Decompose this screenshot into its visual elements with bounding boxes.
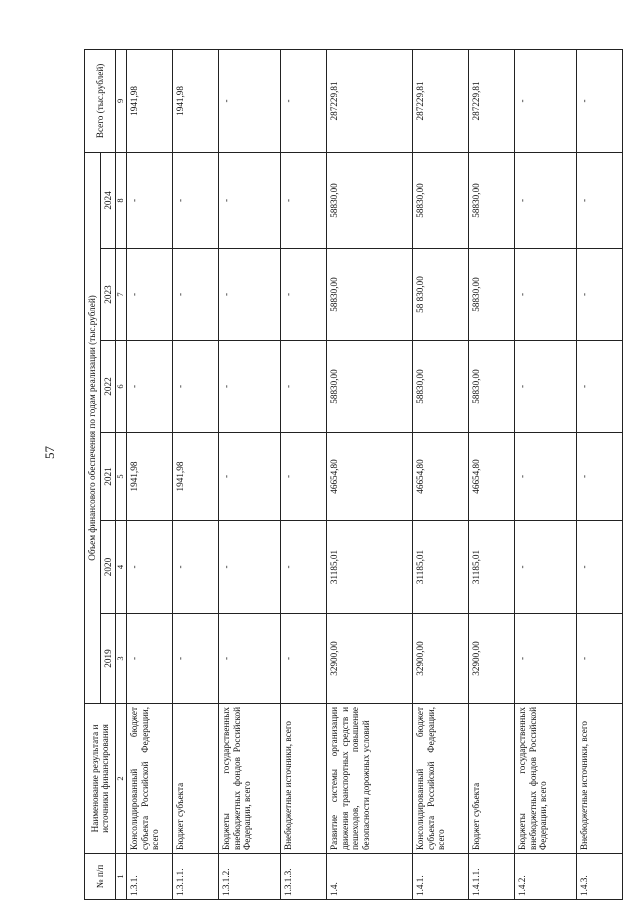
table-body: [126, 49, 622, 899]
row-year-value: -: [514, 433, 576, 521]
column-index: 5: [116, 433, 127, 521]
row-year-value: -: [280, 614, 326, 704]
row-year-value: -: [576, 433, 622, 521]
row-year-value: 1941,98: [126, 433, 172, 521]
row-year-value: -: [172, 614, 218, 704]
row-total-value: 287229,81: [326, 49, 412, 152]
header-total: Всего (тыс.рублей): [85, 49, 116, 152]
row-number: 1.4.1.1.: [468, 854, 514, 900]
column-index: 3: [116, 614, 127, 704]
row-year-value: 58830,00: [468, 152, 514, 248]
column-index: 1: [116, 854, 127, 900]
table-row: [126, 49, 172, 899]
row-year-value: -: [280, 152, 326, 248]
row-year-value: -: [218, 521, 280, 614]
row-number: 1.3.1.: [126, 854, 172, 900]
table-row: [280, 49, 326, 899]
row-year-value: 58830,00: [412, 152, 468, 248]
table-row: [412, 49, 468, 899]
row-year-value: -: [280, 521, 326, 614]
column-index: 4: [116, 521, 127, 614]
row-year-value: 32900,00: [468, 614, 514, 704]
row-year-value: -: [576, 249, 622, 341]
column-index: 8: [116, 152, 127, 248]
row-year-value: 31185,01: [326, 521, 412, 614]
row-year-value: -: [514, 521, 576, 614]
row-total-value: 287229,81: [468, 49, 514, 152]
row-year-value: -: [126, 249, 172, 341]
row-year-value: 58830,00: [326, 341, 412, 433]
row-year-value: -: [576, 521, 622, 614]
table-row: [218, 49, 280, 899]
row-year-value: 58830,00: [468, 341, 514, 433]
row-name: Развитие системы организации движения транспортных средств и пешеходов, повышение безопасности дорожных условий: [326, 704, 412, 854]
row-year-value: -: [576, 341, 622, 433]
header-year: 2019: [100, 614, 116, 704]
header-name: Наименование результата и источники финансирования: [85, 704, 116, 854]
row-year-value: 32900,00: [326, 614, 412, 704]
row-year-value: 46654,80: [468, 433, 514, 521]
row-name: Внебюджетные источники, всего: [576, 704, 622, 854]
row-number: 1.3.1.3.: [280, 854, 326, 900]
column-index: 6: [116, 341, 127, 433]
row-year-value: -: [280, 341, 326, 433]
header-year: 2020: [100, 521, 116, 614]
row-name: Бюджеты государственных внебюджетных фондов Российской Федерации, всего: [218, 704, 280, 854]
row-year-value: 46654,80: [412, 433, 468, 521]
table-row: [326, 49, 412, 899]
row-year-value: 1941,98: [172, 433, 218, 521]
page-number: 57: [42, 446, 57, 459]
row-name: Бюджеты государственных внебюджетных фондов Российской Федерации, всего: [514, 704, 576, 854]
row-year-value: 31185,01: [468, 521, 514, 614]
row-year-value: -: [514, 614, 576, 704]
row-total-value: 1941,98: [172, 49, 218, 152]
row-year-value: -: [172, 249, 218, 341]
row-total-value: -: [280, 49, 326, 152]
row-name: Бюджет субъекта: [468, 704, 514, 854]
row-year-value: -: [514, 341, 576, 433]
column-index: 9: [116, 49, 127, 152]
row-number: 1.4.: [326, 854, 412, 900]
header-year: 2024: [100, 152, 116, 248]
row-year-value: -: [126, 614, 172, 704]
row-year-value: -: [126, 521, 172, 614]
row-year-value: -: [172, 521, 218, 614]
table-row: [514, 49, 576, 899]
row-year-value: -: [126, 341, 172, 433]
row-year-value: 58830,00: [326, 152, 412, 248]
row-number: 1.4.2.: [514, 854, 576, 900]
row-total-value: 287229,81: [412, 49, 468, 152]
table-row: [468, 49, 514, 899]
row-year-value: -: [576, 152, 622, 248]
row-year-value: 58 830,00: [412, 249, 468, 341]
row-total-value: -: [218, 49, 280, 152]
column-index: 2: [116, 704, 127, 854]
row-year-value: -: [280, 433, 326, 521]
header-year: 2022: [100, 341, 116, 433]
header-year: 2021: [100, 433, 116, 521]
row-name: Консолидированный бюджет субъекта Российской Федерации, всего: [126, 704, 172, 854]
row-name: Бюджет субъекта: [172, 704, 218, 854]
row-number: 1.3.1.1.: [172, 854, 218, 900]
row-year-value: 46654,80: [326, 433, 412, 521]
column-index: 7: [116, 249, 127, 341]
row-total-value: -: [514, 49, 576, 152]
row-year-value: 58830,00: [326, 249, 412, 341]
row-year-value: 32900,00: [412, 614, 468, 704]
header-row-1: [85, 49, 101, 899]
header-group-title: Объем финансового обеспечения по годам реализации (тыс.рублей): [85, 152, 101, 703]
row-number: 1.3.1.2.: [218, 854, 280, 900]
row-year-value: 58830,00: [412, 341, 468, 433]
row-year-value: -: [576, 614, 622, 704]
row-year-value: -: [514, 249, 576, 341]
column-index-row: [116, 49, 127, 899]
row-name: Внебюджетные источники, всего: [280, 704, 326, 854]
row-year-value: 58830,00: [468, 249, 514, 341]
row-year-value: -: [218, 433, 280, 521]
financing-table: [84, 49, 623, 900]
row-year-value: -: [514, 152, 576, 248]
row-year-value: -: [218, 152, 280, 248]
row-year-value: -: [172, 341, 218, 433]
row-name: Консолидированный бюджет субъекта Российской Федерации, всего: [412, 704, 468, 854]
header-no: № п/п: [85, 854, 116, 900]
row-year-value: -: [218, 341, 280, 433]
row-year-value: 31185,01: [412, 521, 468, 614]
row-total-value: 1941,98: [126, 49, 172, 152]
table-row: [172, 49, 218, 899]
row-total-value: -: [576, 49, 622, 152]
table-row: [576, 49, 622, 899]
row-year-value: -: [126, 152, 172, 248]
row-number: 1.4.3.: [576, 854, 622, 900]
header-year: 2023: [100, 249, 116, 341]
row-year-value: -: [280, 249, 326, 341]
row-year-value: -: [172, 152, 218, 248]
row-year-value: -: [218, 614, 280, 704]
row-year-value: -: [218, 249, 280, 341]
row-number: 1.4.1.: [412, 854, 468, 900]
